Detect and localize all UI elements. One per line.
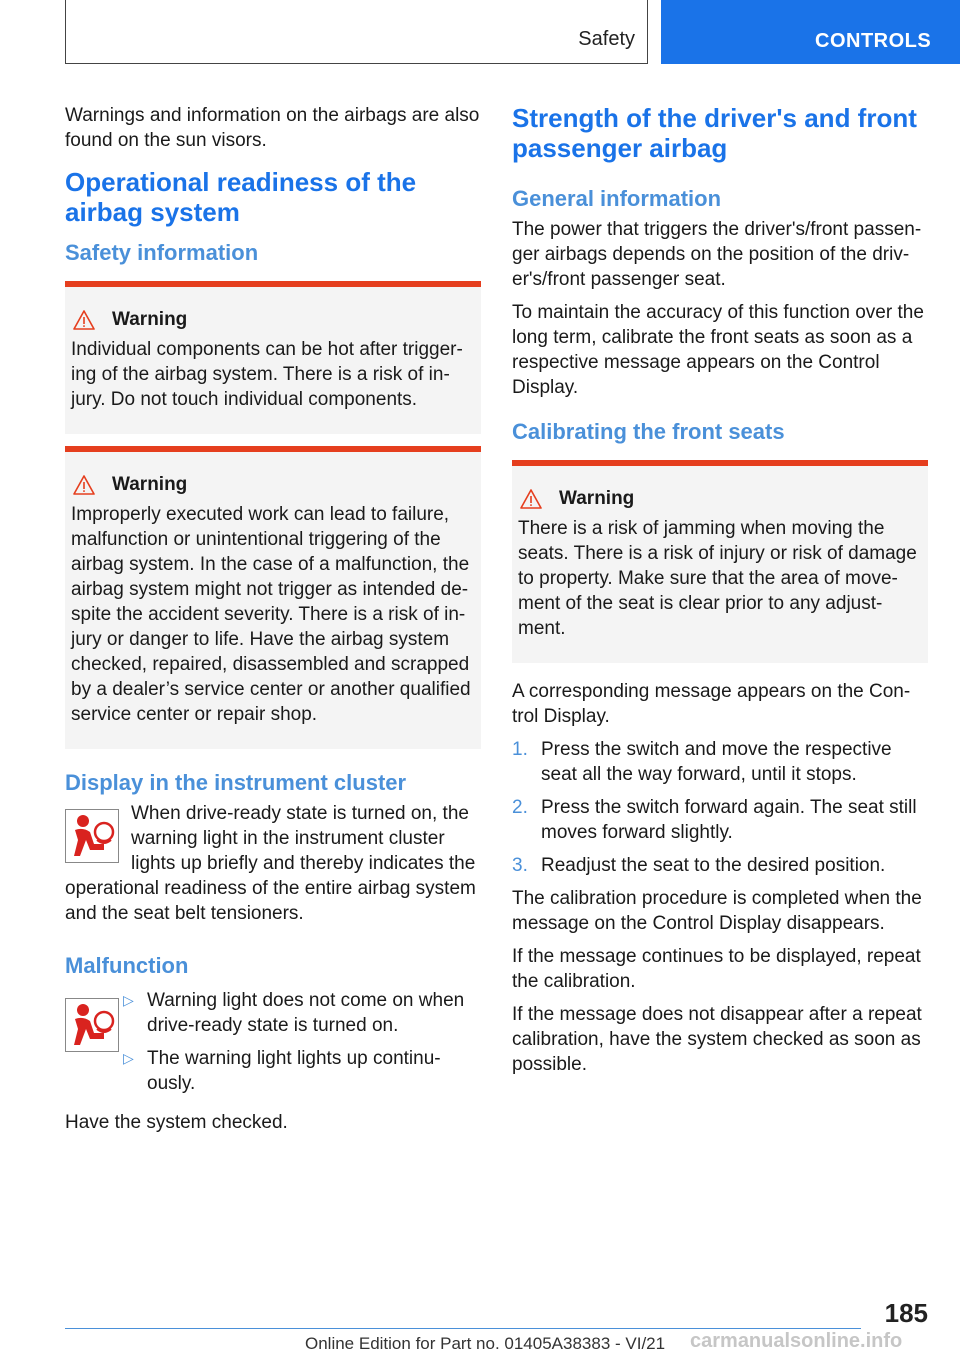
edition-text: Online Edition for Part no. 01405A38383 - VI/21 — [305, 1334, 666, 1353]
page-number: 185 — [884, 1298, 928, 1328]
check-paragraph: If the message does not disappear after a repeat calibration, have the system checked as soon as possible. — [512, 1004, 922, 1075]
warning-title: Warning — [112, 474, 188, 495]
intro-paragraph: Warnings and information on the airbags are also found on the sun visors. — [65, 105, 480, 151]
warning-title: Warning — [559, 488, 635, 509]
section-title: Safety — [578, 28, 635, 50]
warning-text: Individual components can be hot after triggering of the airbag system. There is a risk of injury. Do not touch individual components. — [71, 339, 463, 410]
warning-box-jamming — [512, 460, 928, 663]
completed-paragraph: The calibration procedure is completed when the message on the Control Display disappears. — [512, 888, 922, 934]
list-item: 1. Press the switch and move the respective seat all the way forward, until it stops. — [512, 739, 892, 785]
airbag-warning-light-icon — [65, 998, 119, 1052]
heading-general-information: General information — [512, 186, 722, 211]
warning-triangle-icon — [520, 489, 542, 509]
list-item: 3. Readjust the seat to the desired position. — [512, 855, 886, 876]
chapter-tab[interactable] — [661, 0, 960, 64]
footer-divider — [65, 1328, 861, 1329]
left-column — [65, 103, 481, 1143]
general-paragraph-1: The power that triggers the driver's/front passenger airbags depends on the position of the driver's/front passenger seat. — [512, 219, 922, 290]
display-indicator-block — [65, 801, 481, 926]
warning-triangle-icon — [73, 475, 95, 495]
heading-display-instrument-cluster: Display in the instrument cluster — [65, 770, 407, 795]
heading-airbag-strength: Strength of the driver's and front passenger airbag — [512, 103, 917, 163]
chapter-label: CONTROLS — [815, 30, 932, 52]
watermark-text: carmanualsonline.info — [690, 1330, 903, 1352]
heading-safety-information: Safety information — [65, 240, 259, 265]
warning-title: Warning — [112, 309, 188, 330]
airbag-warning-light-icon — [65, 809, 119, 863]
list-item: ▷ Warning light does not come on when drive-ready state is turned on. — [123, 990, 465, 1036]
warning-box-hot-components — [65, 281, 481, 434]
warning-text: Improperly executed work can lead to failure, malfunction or unintentional triggering of the airbag system. In the case of a malfunction, the airbag system might not trigger as intended despite the accident severity. There is a risk of injury or danger to life. Have the airbag system checked, repaired, disassembled and scrapped by a dealer’s service center or another qualified service center or repair shop. — [71, 504, 471, 725]
header-frame — [65, 0, 648, 64]
warning-text: There is a risk of jamming when moving the seats. There is a risk of injury or risk of damage to property. Make sure that the area of movement of the seat is clear prior to any adjustment. — [518, 518, 917, 639]
triangle-bullet-icon: ▷ — [123, 1050, 134, 1066]
display-paragraph: When drive-ready state is turned on, the warning light in the instrument cluster lights up briefly and thereby indicates the operational readiness of the entire airbag system and the seat belt tensioners. — [65, 803, 476, 924]
heading-malfunction: Malfunction — [65, 953, 189, 978]
malfunction-block — [65, 984, 481, 1110]
triangle-bullet-icon: ▷ — [123, 992, 134, 1008]
heading-calibrating-seats: Calibrating the front seats — [512, 419, 785, 444]
right-column — [512, 103, 928, 1085]
repeat-paragraph: If the message continues to be displayed, repeat the calibration. — [512, 946, 921, 992]
general-paragraph-2: To maintain the accuracy of this function over the long term, calibrate the front seats as soon as a respective message appears on the Control Display. — [512, 302, 924, 398]
closing-paragraph: Have the system checked. — [65, 1112, 288, 1133]
list-item: 2. Press the switch forward again. The seat still moves forward slightly. — [512, 797, 917, 843]
warning-box-improper-work — [65, 446, 481, 749]
heading-operational-readiness: Operational readiness of the airbag system — [65, 167, 417, 227]
calibration-steps — [512, 737, 928, 878]
message-paragraph: A corresponding message appears on the Control Display. — [512, 681, 911, 727]
malfunction-list — [117, 988, 481, 1104]
list-item: ▷ The warning light lights up continuously. — [123, 1048, 441, 1094]
warning-triangle-icon — [73, 310, 95, 330]
